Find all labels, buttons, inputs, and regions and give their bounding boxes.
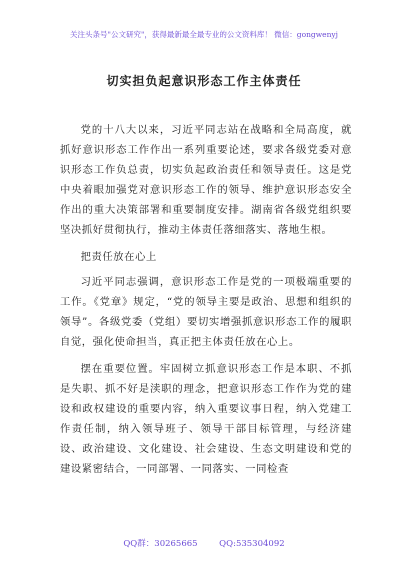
document-title: 切实担负起意识形态工作主体责任: [106, 74, 302, 88]
paragraph-position: 摆在重要位置。牢固树立抓意识形态工作是本职、不抓是失职、抓不好是渎职的理念，把意识形态工作作为党的建设和政权建设的重要内容，纳入重要议事日程，纳入党建工作责任制，纳入领导班子、领导干部目标管理，与经济建设、政治建设、文化建设、社会建设、生态文明建设和党的建设紧密结合，一同部署、一同落实、一同检查: [60, 363, 352, 475]
header-note: 关注头条号"公文研究"，获得最新最全最专业的公文资料库！ 微信：gongwenyj: [70, 30, 338, 39]
section-heading: 把责任放在心上: [80, 251, 157, 263]
footer-contact: QQ群：30265665 QQ:535304092: [123, 539, 285, 549]
paragraph-intro: 党的十八大以来，习近平同志站在战略和全局高度，就抓好意识形态工作作出一系列重要论述，要求各级党委对意识形态工作负总责，切实负起政治责任和领导责任。这是党中央着眼加强党对意识形态工作的领导、维护意识形态安全作出的重大决策部署和重要制度安排。湖南省各级党组织要坚决抓好贯彻执行，推动主体责任落细落实、落地生根。: [60, 124, 352, 236]
paragraph-section: 习近平同志强调，意识形态工作是党的一项极端重要的工作。《党章》规定，“党的领导主要是政治、思想和组织的领导”。各级党委（党组）要切实增强抓意识形态工作的履职自觉，强化使命担当，真正把主体责任放在心上。: [60, 276, 352, 348]
document-body: [60, 120, 352, 486]
